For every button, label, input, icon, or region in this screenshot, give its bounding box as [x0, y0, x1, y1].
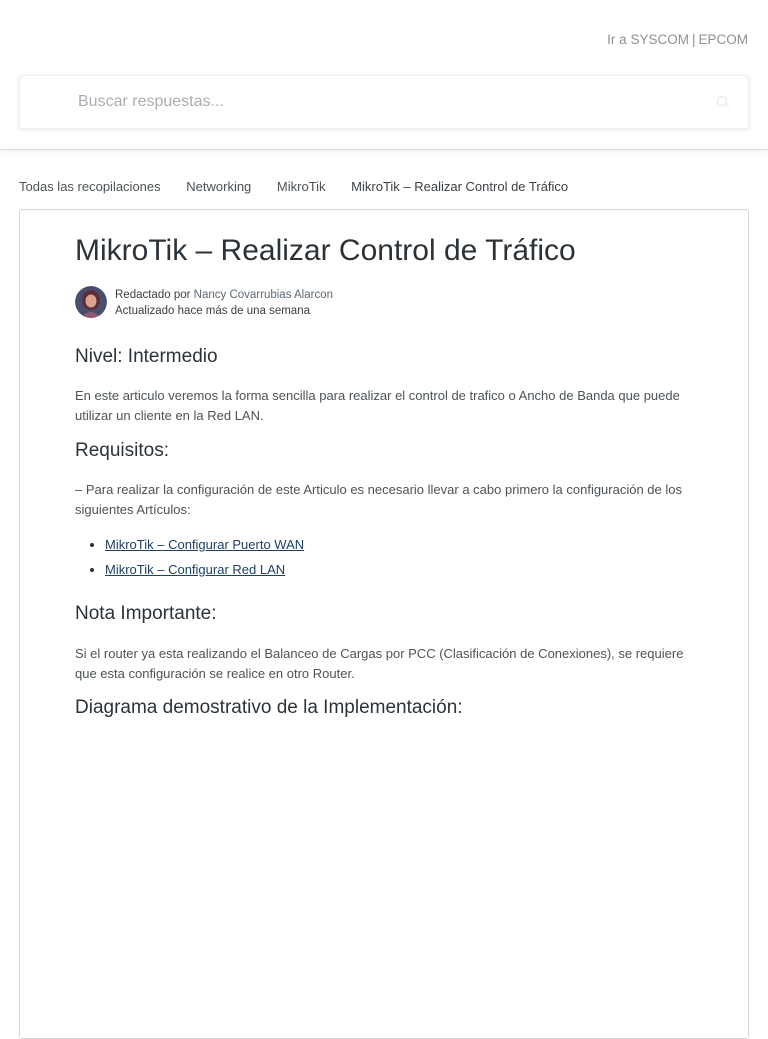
search-box[interactable]	[19, 75, 749, 129]
required-articles-list	[75, 532, 304, 582]
syscom-link[interactable]: SYSCOM	[630, 32, 689, 47]
author-prefix: Redactado por	[115, 289, 191, 301]
intro-paragraph: En este articulo veremos la forma sencilla para realizar el control de trafico o Ancho de Banda que puede utilizar un cliente en la Red LAN.	[75, 388, 680, 423]
author-name: Nancy Covarrubias Alarcon	[193, 289, 333, 301]
author-avatar-icon	[75, 286, 107, 318]
epcom-link[interactable]: EPCOM	[698, 32, 748, 47]
top-link-separator: |	[691, 32, 696, 47]
requisitos-paragraph: – Para realizar la configuración de este Articulo es necesario llevar a cabo primero la configuración de los siguientes Artículos:	[75, 482, 682, 517]
section-heading-requisitos: Requisitos:	[75, 440, 169, 461]
avatar	[75, 286, 107, 318]
link-configurar-puerto-wan[interactable]: MikroTik – Configurar Puerto WAN	[105, 537, 305, 552]
breadcrumb-item-all-collections[interactable]: Todas las recopilaciones	[19, 179, 161, 194]
list-item	[105, 532, 304, 557]
site-header	[0, 0, 768, 150]
link-configurar-red-lan[interactable]: MikroTik – Configurar Red LAN	[105, 562, 286, 577]
section-heading-nivel: Nivel: Intermedio	[75, 346, 218, 367]
article-card	[19, 209, 749, 1039]
top-link-prefix: Ir a	[607, 32, 627, 47]
search-input[interactable]	[76, 76, 716, 128]
author-info	[75, 286, 575, 318]
top-nav-links	[607, 32, 748, 47]
breadcrumb-item-current-article: MikroTik – Realizar Control de Tráfico	[351, 179, 569, 194]
nota-paragraph: Si el router ya esta realizando el Balanceo de Cargas por PCC (Clasificación de Conexiones), se requiere que esta configuración se realice en otro Router.	[75, 646, 684, 681]
search-icon[interactable]	[716, 95, 730, 109]
breadcrumb-item-mikrotik[interactable]: MikroTik	[276, 179, 326, 194]
author-text	[115, 287, 333, 319]
section-heading-nota: Nota Importante:	[75, 603, 217, 624]
list-item	[105, 557, 304, 582]
breadcrumb-item-networking[interactable]: Networking	[186, 179, 252, 194]
section-heading-diagrama: Diagrama demostrativo de la Implementación:	[75, 697, 463, 718]
breadcrumb	[19, 179, 568, 194]
updated-time: Actualizado hace más de una semana	[115, 305, 310, 317]
article-title: MikroTik – Realizar Control de Tráfico	[75, 234, 576, 267]
